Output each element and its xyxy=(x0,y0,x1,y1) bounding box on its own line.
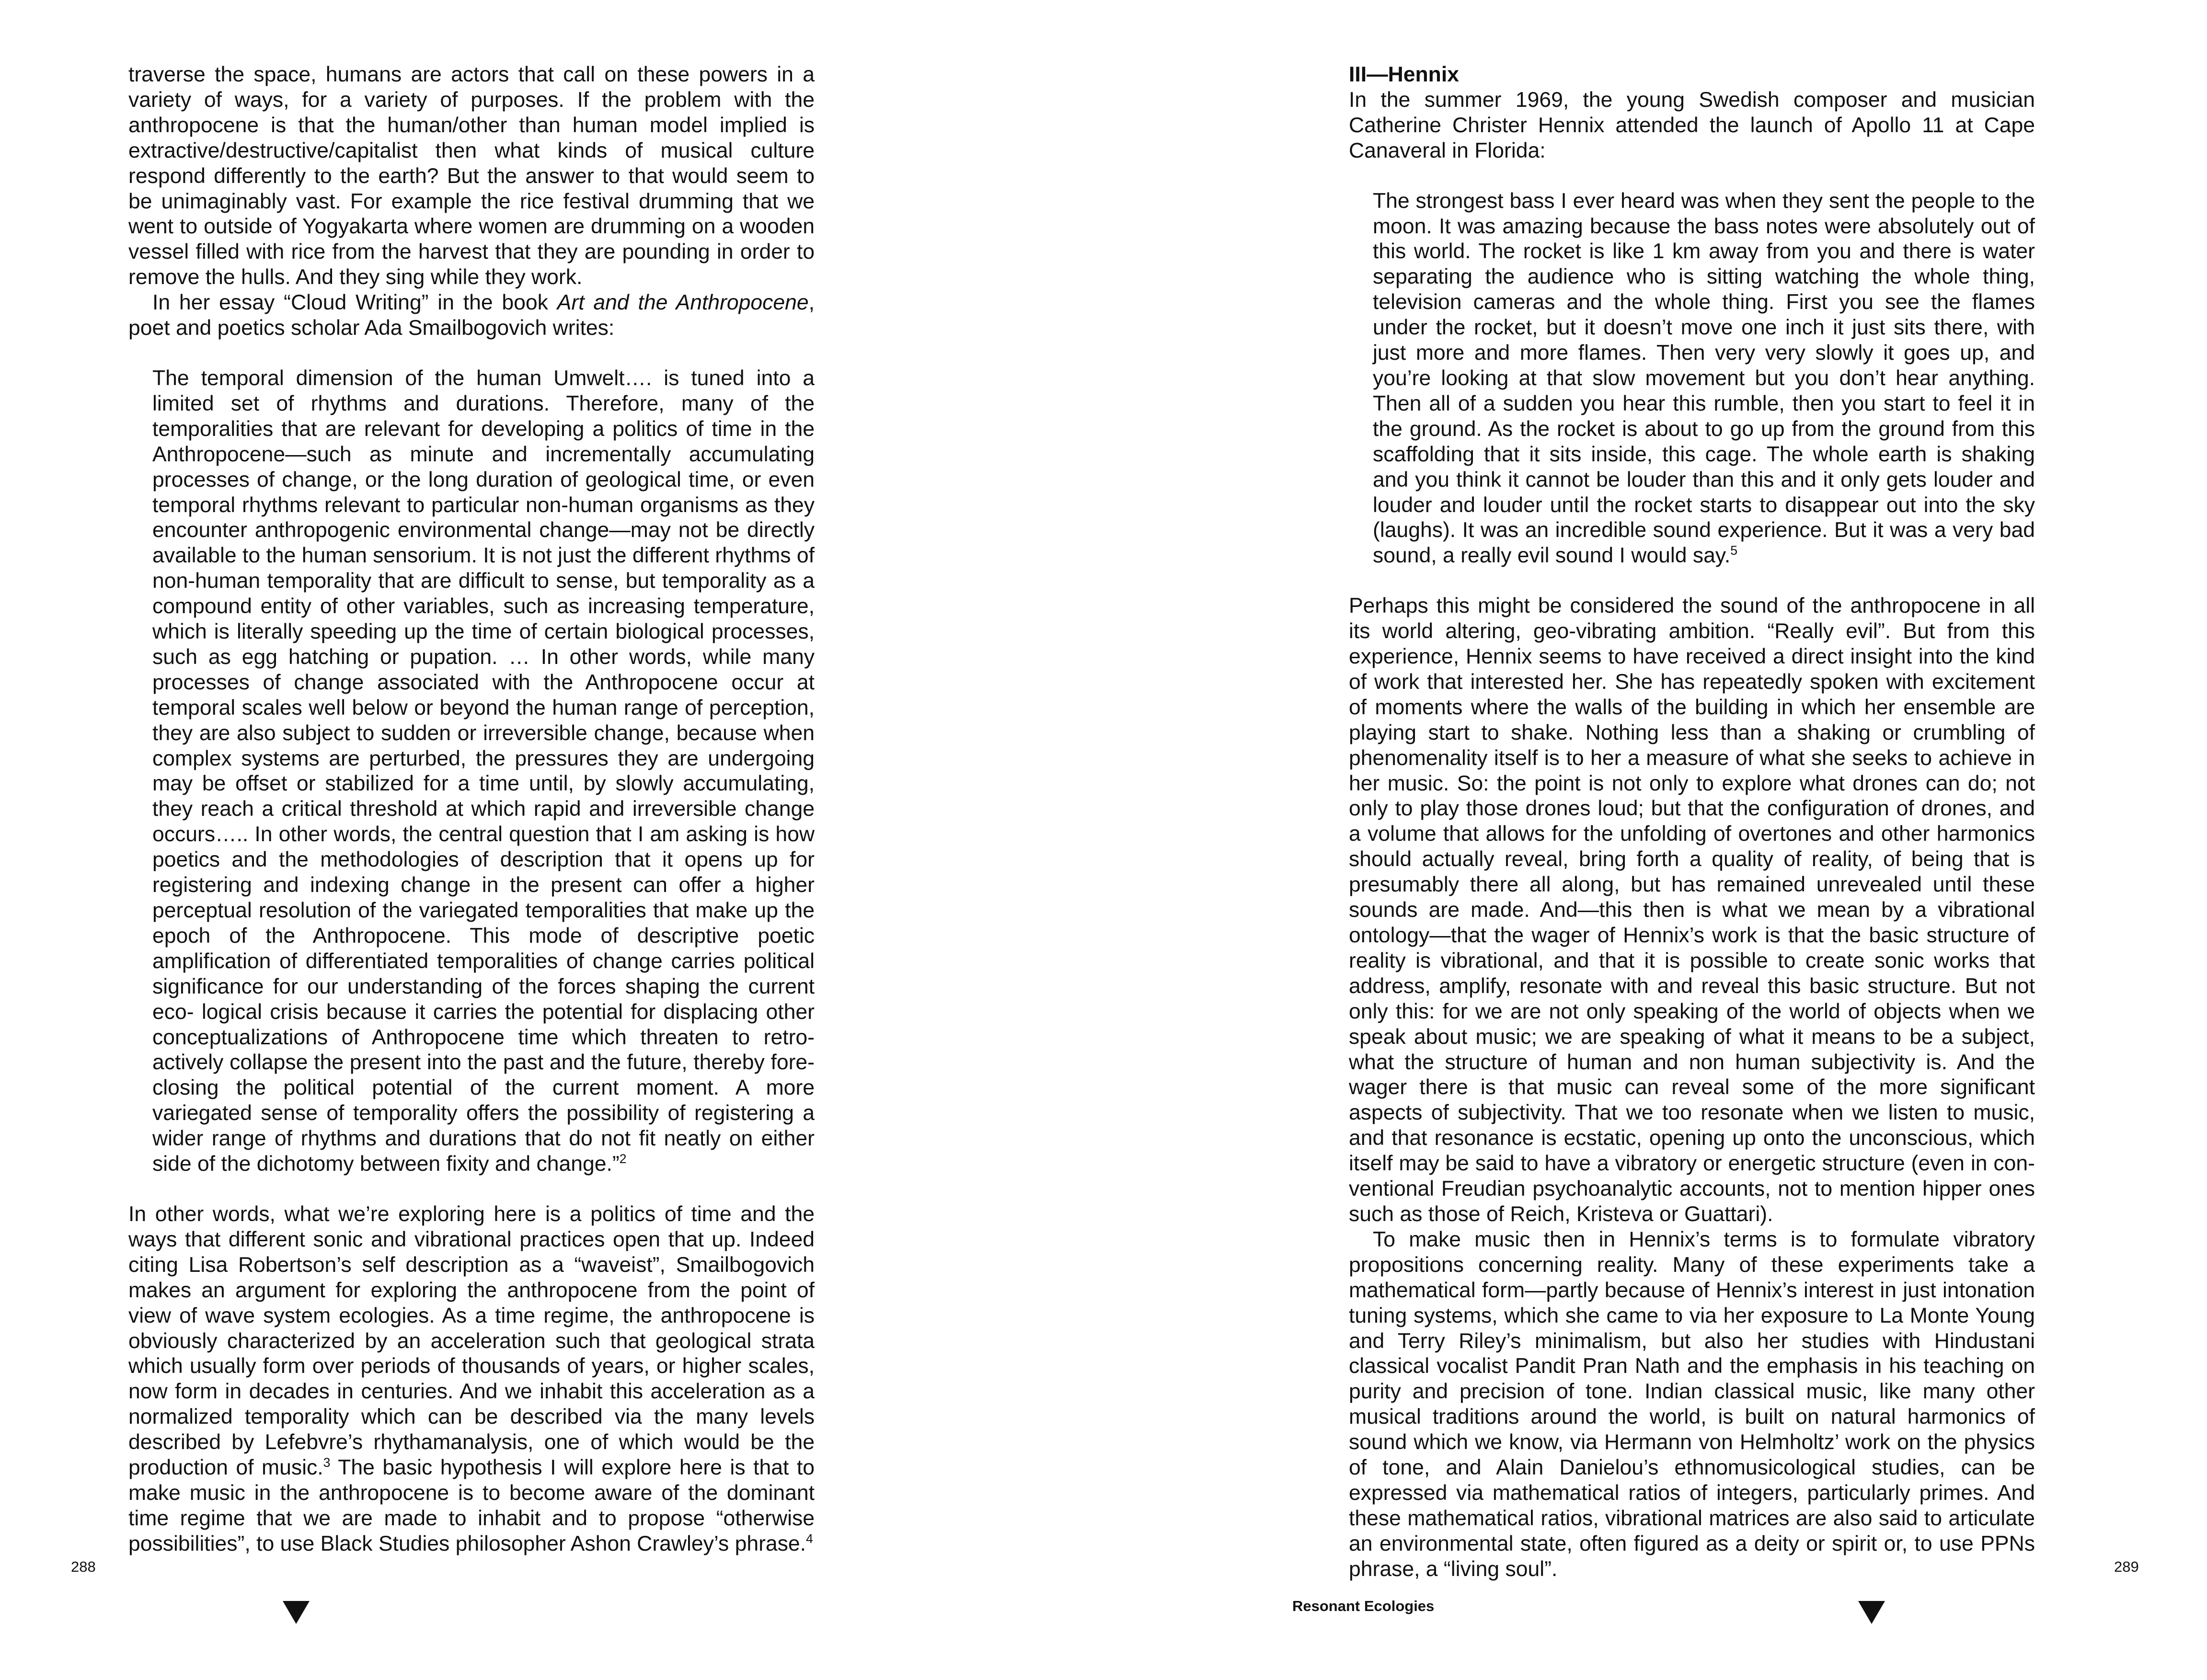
paragraph: To make music then in Hennix’s terms is to formulate vibratory propositions concerning reality. Many of these experiments take a mathematical form—partly because of Hennix’s interest in just intonation tuning systems, which she came to via her exposure to La Monte Young and Terry Riley’s minimalism, but also her studies with Hindustani classical vocalist Pandit Pran Nath and the emphasis in his teaching on purity and precision of tone. Indian classical music, like many other musical traditions around the world, is built on natural harmonics of sound which we know, via Hermann von Helmholtz’ work on the physics of tone, and Alain Danielou’s ethnomusicological studies, can be expressed via mathematical ratios of integers, particularly primes. And these mathematical ratios, vibrational matrices are also said to articulate an environmental state, often figured as a deity or spirit or, to use PPNs phrase, a “living soul”. xyxy=(1349,1227,2035,1581)
quote-text: The temporal dimension of the human Umwelt…. is tuned into a limited set of rhythms and durations. Therefore, many of the temporalities that are relevant for developing a politics of time in the Anthropocene—such as minute and incrementally accumulating processes of change, or the long duration of geological time, or even temporal rhythms relevant to particular non-human organisms as they encounter anthropogenic environmental change—may not be directly available to the human sensorium. It is not just the different rhythms of non-human temporality that are difficult to sense, but temporality as a compound entity of other variables, such as increasing temperature, which is literally speeding up the time of certain biological processes, such as egg hatching or pupation. … In other words, while many processes of change associated with the Anthropocene occur at temporal scales well below or beyond the human range of perception, they are also subject to sudden or irreversible change, because when complex systems are perturbed, the pressures they are undergoing may be offset or stabilized for a time until, by slowly accumulating, they reach a critical threshold at which rapid and irreversible change occurs….. In other words, the central question that I am asking is how poetics and the methodologies of description that it opens up for registering and indexing change in the present can offer a higher perceptual resolution of the variegated temporalities that make up the epoch of the Anthropocene. This mode of descriptive poetic amplification of differentiated temporalities of change carries political significance for our understanding of the forces shaping the current eco- logical crisis because it carries the potential for displacing other conceptualizations of Anthropocene time which threaten to retroactively collapse the present into the past and the future, thereby foreclosing the political potential of the current moment. A more variegated sense of temporality offers the possibility of registering a wider range of rhythms and durations that do not fit neatly on either side of the dichotomy between fixity and change.” xyxy=(152,366,815,1176)
section-heading: III—Hennix xyxy=(1349,63,1459,86)
footnote-marker: 2 xyxy=(619,1152,627,1166)
paragraph-text: The basic hypothesis I will explore here is that to make music in the anthropocene is to become aware of the dominant time regime that we are made to inhabit and to propose “otherwise possibilities”, to use Black Studies philosopher Ashon Crawley’s phrase. xyxy=(128,1456,815,1555)
triangle-down-icon xyxy=(283,1601,310,1624)
triangle-down-icon xyxy=(1858,1601,1885,1624)
running-title: Resonant Ecologies xyxy=(1292,1598,1435,1614)
page-number: 289 xyxy=(2114,1558,2139,1575)
paragraph xyxy=(128,290,815,341)
paragraph: traverse the space, humans are actors that call on these powers in a variety of ways, for a variety of purposes. If the problem with the anthropocene is that the human/other than human model implied is extractive/destructive/capitalist then what kinds of musical culture respond differently to the earth? But the answer to that would seem to be unimaginably vast. For example the rice festival drumming that we went to outside of Yogyakarta where women are drumming on a wooden vessel filled with rice from the harvest that they are pounding in order to remove the hulls. And they sing while they work. xyxy=(128,63,815,289)
right-page-body xyxy=(1349,62,2035,1582)
page-number: 288 xyxy=(71,1558,96,1575)
paragraph: Perhaps this might be considered the sound of the anthropocene in all its world altering, geo-vibrating ambition. “Really evil”. But from this experience, Hennix seems to have received a direct insight into the kind of work that interested her. She has repeatedly spoken with excitement of moments where the walls of the building in which her ensemble are playing start to shake. Nothing less than a shaking or crumbling of phenomenality itself is to her a measure of what she seeks to achieve in her music. So: the point is not only to explore what drones can do; not only to play those drones loud; but that the configuration of drones, and a volume that allows for the unfolding of overtones and other harmonics should actually reveal, bring forth a quality of reality, of being that is presumably there all along, but has remained unrevealed until these sounds are made. And—this then is what we mean by a vibrational ontology—that the wager of Hennix’s work is that the basic structure of reality is vibrational, and that it is possible to create sonic works that address, amplify, resonate with and reveal this basic structure. But not only this: for we are not only speaking of the world of objects when we speak about music; we are speaking of what it means to be a subject, what the structure of human and non human subjectivity is. And the wager there is that music can reveal some of the more significant aspects of subjectivity. That we too resonate when we listen to music, and that resonance is ecstatic, opening up onto the unconscious, which itself may be said to have a vibratory or energetic structure (even in conventional Freudian psychoanalytic accounts, not to mention hipper ones such as those of Reich, Kristeva or Guattari). xyxy=(1349,594,2035,1226)
block-quote xyxy=(1373,189,2035,569)
book-title: Art and the Anthropocene xyxy=(557,291,809,315)
paragraph xyxy=(128,1202,815,1557)
block-quote xyxy=(152,366,815,1177)
footnote-marker: 5 xyxy=(1730,543,1738,558)
paragraph-text: In other words, what we’re exploring here is a politics of time and the ways that different sonic and vibrational practices open that up. Indeed citing Lisa Robertson’s self description as a “waveist”, Smailbogovich makes an argument for exploring the anthropocene from the point of view of wave system ecologies. As a time regime, the anthropocene is obviously characterized by an acceleration such that geological strata which usually form over periods of thousands of years, or higher scales, now form in decades in centuries. And we inhabit this acceleration as a normalized temporality which can be described via the many levels described by Lefebvre’s rhythamanalysis, one of which would be the production of music. xyxy=(128,1202,815,1480)
paragraph-text: In her essay “Cloud Writing” in the book xyxy=(152,291,557,315)
left-page-body xyxy=(128,62,815,1557)
quote-text: The strongest bass I ever heard was when they sent the people to the moon. It was amazing because the bass notes were absolutely out of this world. The rocket is like 1 km away from you and there is water separating the audience who is sitting watching the whole thing, television cameras and the whole thing. First you see the flames under the rocket, but it doesn’t move one inch it just sits there, with just more and more flames. Then very very slowly it goes up, and you’re looking at that slow movement but you don’t hear anything. Then all of a sudden you hear this rumble, then you start to feel it in the ground. As the rocket is about to go up from the ground from this scaffolding that it sits inside, this cage. The whole earth is shaking and you think it cannot be louder than this and it only gets louder and louder and louder until the rocket starts to disappear out into the sky (laughs). It was an incredible sound experience. But it was a very bad sound, a really evil sound I would say. xyxy=(1373,189,2035,568)
footnote-marker: 4 xyxy=(806,1531,813,1546)
footnote-marker: 3 xyxy=(323,1455,331,1470)
paragraph-text: , poet and poetics scholar Ada Smailbogovich writes: xyxy=(128,291,815,340)
paragraph: In the summer 1969, the young Swedish composer and musician Catherine Christer Hennix attended the launch of Apollo 11 at Cape Canaveral in Florida: xyxy=(1349,88,2035,162)
